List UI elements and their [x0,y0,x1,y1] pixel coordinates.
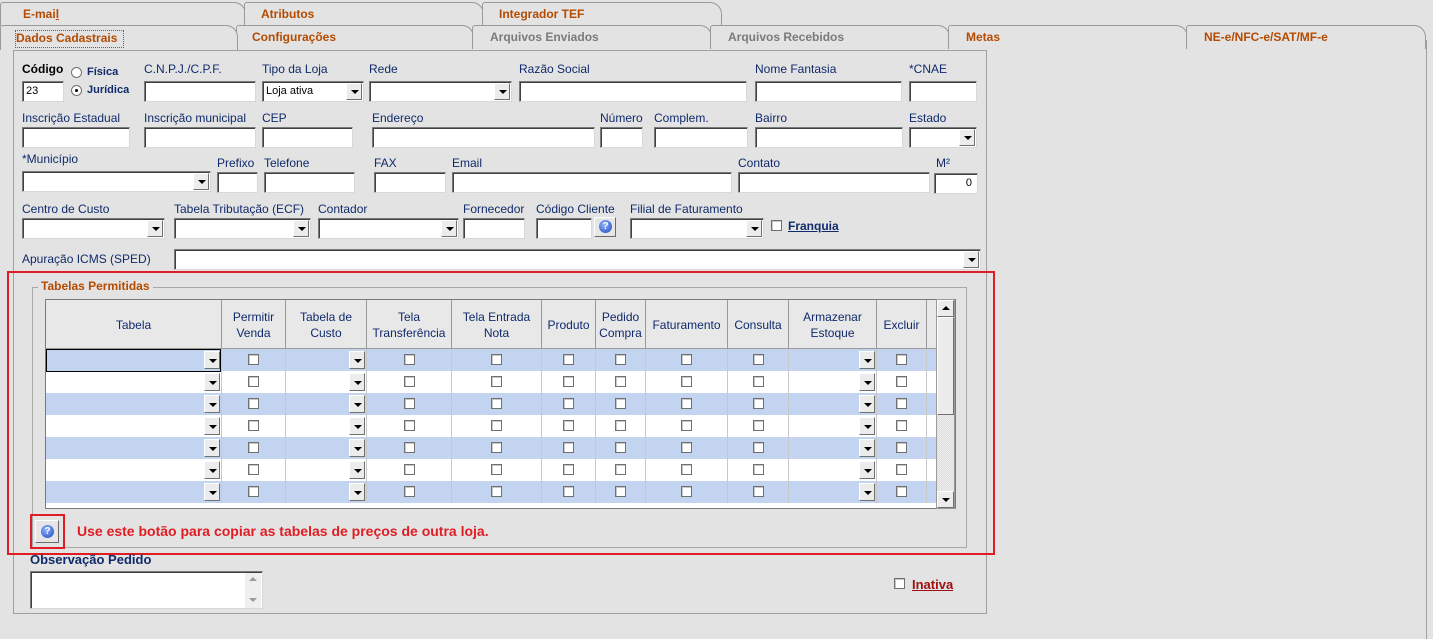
grid-cell[interactable] [367,481,452,503]
tab-atributos-label: Atributos [261,7,315,21]
grid-cell[interactable] [596,349,646,371]
grid-cell[interactable] [728,371,789,393]
grid-cell[interactable] [367,459,452,481]
cnpj-input[interactable] [144,81,256,102]
row-checkbox[interactable] [896,420,907,431]
fornecedor-input[interactable] [463,218,525,239]
telefone-input[interactable] [264,172,355,193]
grid-cell[interactable] [542,481,596,503]
grid-cell[interactable] [452,415,542,437]
row-checkbox[interactable] [563,354,574,365]
row-checkbox[interactable] [753,442,764,453]
grid-cell[interactable] [646,437,728,459]
email-input[interactable] [452,172,732,193]
row-checkbox[interactable] [248,464,259,475]
grid-cell[interactable] [452,349,542,371]
grid-cell[interactable] [367,371,452,393]
chevron-down-icon[interactable] [204,395,220,413]
tab-integrador-tef-label: Integrador TEF [499,7,585,21]
grid-cell[interactable] [728,459,789,481]
row-checkbox[interactable] [563,464,574,475]
grid-cell[interactable] [877,437,927,459]
juridica-label: Jurídica [87,84,130,96]
row-checkbox[interactable] [896,464,907,475]
grid-cell[interactable] [596,393,646,415]
row-checkbox[interactable] [248,486,259,497]
row-checkbox[interactable] [896,442,907,453]
grid-cell[interactable] [542,393,596,415]
grid-cell[interactable] [452,481,542,503]
filial-fat-label: Filial de Faturamento [630,202,743,216]
col-header-tela-transferencia[interactable]: Tela Transferência [367,300,452,349]
email-label: Email [452,156,483,170]
tab-arquivos-recebidos[interactable] [710,25,950,49]
grid-cell[interactable] [286,481,367,503]
grid-cell[interactable] [789,415,877,437]
endereco-input[interactable] [372,127,595,148]
row-checkbox[interactable] [491,486,502,497]
row-checkbox[interactable] [615,398,626,409]
row-checkbox[interactable] [404,420,415,431]
tipo-loja-label: Tipo da Loja [262,62,328,76]
municipio-select[interactable] [22,171,211,192]
row-checkbox[interactable] [681,398,692,409]
tab-arquivos-enviados[interactable] [472,25,712,49]
tabelas-grid[interactable] [45,299,956,509]
nome-fantasia-label: Nome Fantasia [755,62,837,76]
chevron-down-icon[interactable] [959,129,975,146]
grid-cell[interactable] [452,459,542,481]
fax-label: FAX [374,156,397,170]
centro-custo-select[interactable] [22,218,165,239]
chevron-down-icon[interactable] [349,351,365,369]
centro-custo-label: Centro de Custo [22,202,110,216]
franquia-checkbox[interactable] [771,220,782,231]
grid-cell[interactable] [877,349,927,371]
insc-estadual-input[interactable] [22,127,130,148]
franquia-label: Franquia [788,219,839,233]
chevron-down-icon[interactable] [859,373,875,391]
chevron-down-icon[interactable] [349,439,365,457]
estado-label: Estado [909,111,947,125]
razao-social-input[interactable] [519,81,747,102]
tabela-trib-label: Tabela Tributação (ECF) [174,202,305,216]
tab-nfe[interactable] [1186,25,1426,49]
row-checkbox[interactable] [404,464,415,475]
row-checkbox[interactable] [491,398,502,409]
row-checkbox[interactable] [753,376,764,387]
table-row[interactable] [46,437,936,459]
contador-select[interactable] [318,218,459,239]
table-row[interactable] [46,481,936,503]
grid-cell[interactable] [596,481,646,503]
row-checkbox[interactable] [615,464,626,475]
contador-label: Contador [318,202,368,216]
grid-cell[interactable] [728,349,789,371]
grid-cell[interactable] [877,393,927,415]
tab-metas[interactable] [948,25,1188,49]
insc-municipal-label: Inscrição municipal [144,111,247,125]
tab-metas-label: Metas [966,30,1001,44]
grid-cell[interactable] [222,415,286,437]
inativa-checkbox[interactable] [894,578,905,589]
row-checkbox[interactable] [753,464,764,475]
grid-cell[interactable] [789,393,877,415]
window-right-border [1426,40,1427,639]
cnae-label: *CNAE [909,62,948,76]
complemento-label: Complem. [654,111,709,125]
chevron-down-icon[interactable] [349,461,365,479]
grid-cell[interactable] [542,371,596,393]
chevron-down-icon[interactable] [204,439,220,457]
inativa-label: Inativa [912,577,954,592]
chevron-down-icon[interactable] [859,395,875,413]
row-checkbox[interactable] [681,464,692,475]
row-checkbox[interactable] [404,354,415,365]
row-checkbox[interactable] [615,420,626,431]
tab-configuracoes[interactable] [236,25,474,49]
grid-cell[interactable] [728,393,789,415]
codigo-cliente-input[interactable] [536,218,592,239]
chevron-down-icon[interactable] [204,483,220,501]
tab-arquivos-enviados-label: Arquivos Enviados [490,30,599,44]
grid-cell[interactable] [222,393,286,415]
grid-cell[interactable] [46,415,222,437]
row-checkbox[interactable] [563,398,574,409]
grid-cell[interactable] [367,349,452,371]
row-checkbox[interactable] [404,442,415,453]
row-checkbox[interactable] [896,376,907,387]
tab-nfe-label: NE-e/NFC-e/SAT/MF-e [1204,30,1328,44]
chevron-down-icon[interactable] [746,220,762,237]
grid-cell[interactable] [646,459,728,481]
row-checkbox[interactable] [681,420,692,431]
nome-fantasia-input[interactable] [755,81,902,102]
chevron-down-icon[interactable] [349,373,365,391]
prefixo-input[interactable] [217,172,258,193]
grid-cell[interactable] [877,459,927,481]
row-checkbox[interactable] [615,354,626,365]
grid-cell[interactable] [728,415,789,437]
chevron-down-icon[interactable] [494,83,510,100]
row-checkbox[interactable] [681,354,692,365]
chevron-down-icon[interactable] [349,417,365,435]
row-checkbox[interactable] [896,354,907,365]
observacao-label: Observação Pedido [30,552,152,567]
scroll-up-icon[interactable] [937,300,954,317]
row-checkbox[interactable] [615,442,626,453]
chevron-down-icon[interactable] [349,483,365,501]
col-header-tela-entrada-nota[interactable]: Tela Entrada Nota [452,300,542,349]
numero-label: Número [600,111,643,125]
grid-cell[interactable] [452,371,542,393]
scroll-down-icon[interactable] [937,491,954,508]
col-header-consulta[interactable]: Consulta [728,300,789,349]
prefixo-label: Prefixo [217,156,255,170]
grid-cell[interactable] [728,481,789,503]
grid-vertical-scrollbar[interactable] [936,299,955,509]
grid-cell[interactable] [646,415,728,437]
codigo-cliente-search-button[interactable] [594,217,616,237]
tab-integrador-tef[interactable] [482,2,722,26]
juridica-radio[interactable] [71,85,82,96]
col-header-faturamento[interactable]: Faturamento [646,300,728,349]
grid-cell[interactable] [542,415,596,437]
fisica-radio[interactable] [71,67,82,78]
row-checkbox[interactable] [681,376,692,387]
chevron-down-icon[interactable] [204,417,220,435]
chevron-down-icon[interactable] [293,220,309,237]
apuracao-label: Apuração ICMS (SPED) [22,252,151,266]
rede-label: Rede [369,62,398,76]
grid-cell[interactable] [789,371,877,393]
col-header-permitir-venda[interactable]: Permitir Venda [222,300,286,349]
col-header-excluir[interactable]: Excluir [877,300,927,349]
grid-cell[interactable] [789,481,877,503]
tipo-loja-value: Loja ativa [266,85,314,97]
help-icon: ? [599,220,612,233]
grid-cell[interactable] [542,349,596,371]
tabela-trib-select[interactable] [174,218,311,239]
grid-cell[interactable] [596,459,646,481]
table-row[interactable] [46,393,936,415]
grid-cell[interactable] [222,437,286,459]
copy-hint-text: Use este botão para copiar as tabelas de preços de outra loja. [77,523,489,539]
fornecedor-label: Fornecedor [463,202,525,216]
grid-cell[interactable] [46,481,222,503]
chevron-down-icon[interactable] [147,220,163,237]
grid-cell[interactable] [789,459,877,481]
tab-atributos[interactable] [244,2,484,26]
chevron-down-icon[interactable] [859,439,875,457]
col-header-produto[interactable]: Produto [542,300,596,349]
row-checkbox[interactable] [404,398,415,409]
insc-municipal-input[interactable] [144,127,256,148]
row-checkbox[interactable] [681,486,692,497]
grid-cell[interactable] [789,349,877,371]
chevron-down-icon[interactable] [204,373,220,391]
grid-cell[interactable] [646,371,728,393]
row-checkbox[interactable] [248,376,259,387]
col-header-armazenar-estoque[interactable]: Armazenar Estoque [789,300,877,349]
grid-cell[interactable] [452,437,542,459]
chevron-down-icon[interactable] [204,461,220,479]
grid-cell[interactable] [542,437,596,459]
filial-fat-select[interactable] [630,218,764,239]
chevron-down-icon[interactable] [963,251,979,268]
row-checkbox[interactable] [681,442,692,453]
table-row[interactable] [46,371,936,393]
codigo-label: Código [22,62,64,76]
row-checkbox[interactable] [248,420,259,431]
cep-label: CEP [262,111,287,125]
numero-input[interactable] [600,127,643,148]
row-checkbox[interactable] [491,464,502,475]
grid-header [46,300,936,349]
tab-dados-cadastrais[interactable] [0,25,238,50]
apuracao-select[interactable] [174,249,981,270]
tipo-loja-select[interactable] [262,81,364,102]
rede-select[interactable] [369,81,512,102]
grid-cell[interactable] [46,459,222,481]
row-checkbox[interactable] [615,376,626,387]
grid-cell[interactable] [286,415,367,437]
row-checkbox[interactable] [404,376,415,387]
grid-cell[interactable] [596,371,646,393]
grid-cell[interactable] [646,393,728,415]
m2-input[interactable]: 0 [934,173,978,194]
grid-cell[interactable] [596,415,646,437]
scroll-thumb[interactable] [937,317,954,415]
contato-label: Contato [738,156,781,170]
row-checkbox[interactable] [753,486,764,497]
m2-label: M² [936,156,950,170]
row-checkbox[interactable] [563,486,574,497]
row-checkbox[interactable] [491,420,502,431]
telefone-label: Telefone [264,156,310,170]
grid-cell[interactable] [367,437,452,459]
row-checkbox[interactable] [248,354,259,365]
grid-cell[interactable] [728,437,789,459]
grid-cell[interactable] [286,459,367,481]
tab-email-label: E-mail [23,7,60,21]
endereco-label: Endereço [372,111,424,125]
col-header-tabela[interactable]: Tabela [46,300,222,349]
grid-cell[interactable] [286,349,367,371]
col-header-pedido-compra[interactable]: Pedido Compra [596,300,646,349]
row-checkbox[interactable] [248,398,259,409]
grid-cell[interactable] [646,481,728,503]
chevron-down-icon[interactable] [349,395,365,413]
col-header-tabela-custo[interactable]: Tabela de Custo [286,300,367,349]
observacao-scrollbar[interactable] [245,573,261,608]
tabelas-legend: Tabelas Permitidas [38,279,153,293]
grid-cell[interactable] [46,371,222,393]
grid-cell[interactable] [222,481,286,503]
row-checkbox[interactable] [753,354,764,365]
municipio-label: *Município [22,152,79,166]
cep-input[interactable] [262,127,353,148]
row-checkbox[interactable] [491,376,502,387]
row-checkbox[interactable] [896,486,907,497]
grid-cell[interactable] [222,459,286,481]
grid-cell[interactable] [222,371,286,393]
grid-cell[interactable] [877,371,927,393]
insc-estadual-label: Inscrição Estadual [22,111,121,125]
chevron-down-icon[interactable] [859,461,875,479]
grid-cell[interactable] [46,393,222,415]
grid-cell[interactable] [596,437,646,459]
complemento-input[interactable] [654,127,748,148]
scroll-up-icon[interactable] [249,577,257,581]
grid-cell[interactable] [367,393,452,415]
fisica-label: Física [87,66,119,78]
razao-social-label: Razão Social [519,62,590,76]
row-checkbox[interactable] [563,420,574,431]
chevron-down-icon[interactable] [859,417,875,435]
table-row[interactable] [46,415,936,437]
row-checkbox[interactable] [615,486,626,497]
row-checkbox[interactable] [491,442,502,453]
observacao-textarea[interactable] [30,571,263,609]
grid-cell[interactable] [286,371,367,393]
grid-cell[interactable] [789,437,877,459]
grid-cell[interactable] [542,459,596,481]
fax-input[interactable] [374,172,446,193]
cnae-input[interactable] [909,81,977,102]
cnpj-label: C.N.P.J./C.P.F. [144,62,222,76]
row-checkbox[interactable] [563,442,574,453]
chevron-down-icon[interactable] [859,483,875,501]
table-row[interactable] [46,459,936,481]
grid-cell[interactable] [877,481,927,503]
chevron-down-icon[interactable] [441,220,457,237]
grid-cell[interactable] [646,349,728,371]
bairro-input[interactable] [755,127,903,148]
copy-price-tables-button[interactable] [35,520,59,543]
codigo-cliente-label: Código Cliente [536,202,615,216]
estado-select[interactable] [909,127,977,148]
codigo-input[interactable]: 23 [22,81,64,102]
grid-cell[interactable] [46,437,222,459]
tab-email[interactable] [0,2,246,26]
row-checkbox[interactable] [491,354,502,365]
help-icon: ? [41,525,54,538]
grid-cell[interactable] [286,393,367,415]
tab-dados-cadastrais-label: Dados Cadastrais [15,30,124,48]
chevron-down-icon[interactable] [193,173,209,190]
row-checkbox[interactable] [563,376,574,387]
row-checkbox[interactable] [753,420,764,431]
row-checkbox[interactable] [896,398,907,409]
row-checkbox[interactable] [248,442,259,453]
grid-cell[interactable] [452,393,542,415]
row-checkbox[interactable] [404,486,415,497]
tab-configuracoes-label: Configurações [252,30,337,44]
grid-focus-cell [46,349,221,372]
chevron-down-icon[interactable] [859,351,875,369]
grid-cell[interactable] [286,437,367,459]
row-checkbox[interactable] [753,398,764,409]
chevron-down-icon[interactable] [346,83,362,100]
scroll-down-icon[interactable] [249,598,257,602]
grid-cell[interactable] [367,415,452,437]
contato-input[interactable] [738,172,930,193]
tab-arquivos-recebidos-label: Arquivos Recebidos [728,30,845,44]
grid-cell[interactable] [222,349,286,371]
grid-cell[interactable] [877,415,927,437]
bairro-label: Bairro [755,111,788,125]
